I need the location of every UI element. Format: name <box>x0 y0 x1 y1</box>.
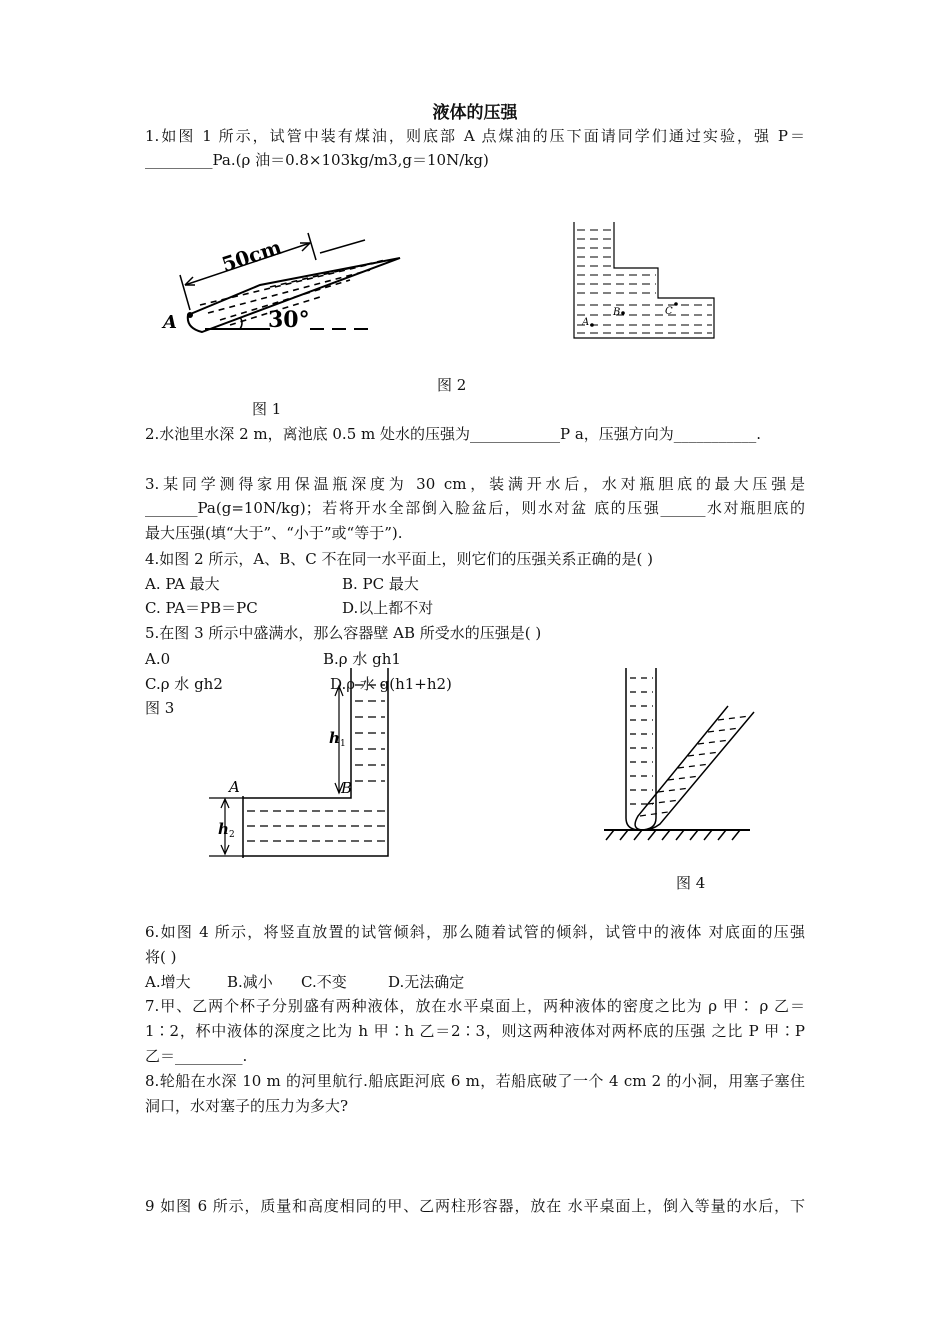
container-water <box>247 685 385 841</box>
q5-option-b: B.ρ 水 gh1 <box>323 650 401 668</box>
figure-4 <box>600 668 760 848</box>
tilted-tube <box>635 706 754 830</box>
figure-1 <box>160 225 410 335</box>
fig1-point-a-label: A <box>163 312 177 333</box>
container-outline <box>243 668 388 856</box>
q6-option-d: D.无法确定 <box>388 973 465 991</box>
table-hatching <box>606 830 740 840</box>
point-a-marker <box>590 323 594 327</box>
q5-option-d: D.ρ 水 g(h1+h2) <box>330 675 452 693</box>
figure-2 <box>572 222 717 342</box>
q6-option-a: A.增大 <box>145 973 191 991</box>
fig3-label-h2-sub: 2 <box>229 830 235 840</box>
q7-line1: 7.甲、乙两个杯子分别盛有两种液体，放在水平桌面上，两种液体的密度之比为 ρ 甲∶ ρ 乙＝ <box>145 997 805 1015</box>
q4-stem: 4.如图 2 所示，A、B、C 不在同一水平面上，则它们的压强关系正确的是( ) <box>145 550 653 568</box>
q9-line1: 9 如图 6 所示，质量和高度相同的甲、乙两柱形容器，放在 水平桌面上，倒入等量的水后，下 <box>145 1197 805 1215</box>
fig3-caption: 图 3 <box>145 699 175 717</box>
q6-line2: 将( ) <box>145 948 177 966</box>
q4-option-c: C. PA＝PB＝PC <box>145 599 258 617</box>
fig2-caption: 图 2 <box>437 376 467 394</box>
fig3-label-h1-sub: 1 <box>340 739 346 749</box>
fig3-label-b: B <box>341 779 353 797</box>
fig1-caption: 图 1 <box>252 400 282 418</box>
fig2-label-c: C <box>665 306 673 317</box>
q6-option-b: B.减小 <box>227 973 273 991</box>
q8-line2: 洞口，水对塞子的压力为多大? <box>145 1097 349 1115</box>
vertical-tube-liquid <box>630 678 653 804</box>
fig2-label-a: A <box>582 317 590 328</box>
fig1-angle-label: 30° <box>268 307 310 333</box>
q4-option-d: D.以上都不对 <box>342 599 434 617</box>
q6-line1: 6.如图 4 所示，将竖直放置的试管倾斜，那么随着试管的倾斜，试管中的液体 对底面的压强 <box>145 923 805 941</box>
q7-line2: 1∶2，杯中液体的深度之比为 h 甲∶h 乙＝2∶3，则这两种液体对两杯底的压强 之比 P 甲∶P <box>145 1022 805 1040</box>
q1-line2: _________Pa.(ρ 油＝0.8×103kg/m3,g＝10N/kg) <box>145 151 489 169</box>
fig2-label-b: B <box>613 307 621 318</box>
point-c-marker <box>674 302 678 306</box>
fig3-label-h2: h <box>218 820 229 838</box>
page-title: 液体的压强 <box>432 103 518 123</box>
q4-option-a: A. PA 最大 <box>145 575 220 593</box>
q3-line3: 最大压强(填“大于”、“小于”或“等于”). <box>145 524 403 542</box>
q5-option-a: A.0 <box>145 650 171 668</box>
q3-line1: 3.某同学测得家用保温瓶深度为 30 cm，装满开水后，水对瓶胆底的最大压强是 <box>145 475 805 493</box>
q2-text: 2.水池里水深 2 m，离池底 0.5 m 处水的压强为____________P a，压强方向为___________. <box>145 425 762 443</box>
q5-stem: 5.在图 3 所示中盛满水，那么容器壁 AB 所受水的压强是( ) <box>145 624 542 642</box>
q8-line1: 8.轮船在水深 10 m 的河里航行.船底距河底 6 m，若船底破了一个 4 cm 2 的小洞，用塞子塞住 <box>145 1072 805 1090</box>
fig3-label-a: A <box>229 778 240 796</box>
q3-line2: _______Pa(g=10N/kg)；若将开水全部倒入脸盆后，则水对盆 底的压强______水对瓶胆底的 <box>145 499 805 517</box>
q5-option-c: C.ρ 水 gh2 <box>145 675 223 693</box>
fig3-label-h1: h <box>329 729 340 747</box>
fig4-caption: 图 4 <box>676 874 706 892</box>
q7-line3: 乙＝_________. <box>145 1047 248 1065</box>
container-water <box>577 230 712 333</box>
figure-3 <box>205 668 405 863</box>
q1-line1: 1.如图 1 所示，试管中装有煤油，则底部 A 点煤油的压下面请同学们通过实验，强 P＝ <box>145 127 805 145</box>
point-a-marker <box>187 312 193 318</box>
fig1-length-label: 50cm <box>218 234 285 277</box>
q6-option-c: C.不变 <box>301 973 347 991</box>
angle-arc <box>240 317 242 329</box>
q4-option-b: B. PC 最大 <box>342 575 419 593</box>
point-b-marker <box>621 311 625 315</box>
